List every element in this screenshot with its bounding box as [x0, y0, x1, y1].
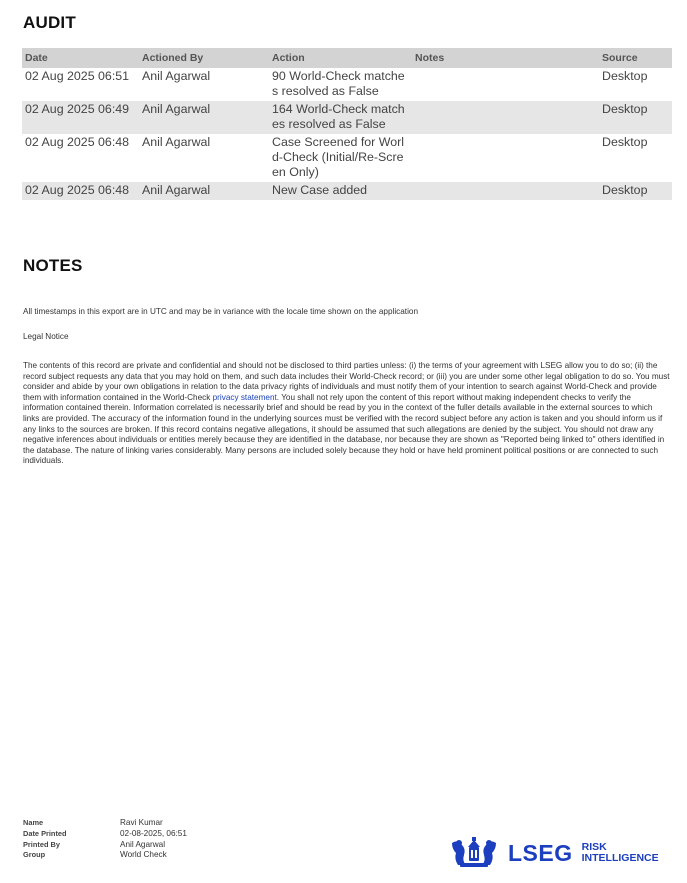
print-info-name-row	[23, 818, 187, 829]
logo-wordmark: LSEG	[508, 839, 573, 866]
cell-source: Desktop	[599, 134, 672, 182]
logo-subtitle-line-2: INTELLIGENCE	[581, 852, 659, 864]
column-header-date: Date	[22, 48, 139, 68]
cell-date: 02 Aug 2025 06:49	[22, 101, 139, 134]
table-row	[22, 182, 672, 200]
logo-subtitle-line-1: RISK	[581, 841, 607, 853]
cell-notes	[412, 134, 599, 182]
cell-source: Desktop	[599, 101, 672, 134]
date-printed-label: Date Printed	[23, 828, 67, 838]
cell-actioned-by: Anil Agarwal	[139, 134, 269, 182]
cell-actioned-by: Anil Agarwal	[139, 101, 269, 134]
notes-title: NOTES	[23, 256, 83, 275]
cell-notes	[412, 182, 599, 200]
printed-by-label: Printed By	[23, 839, 60, 849]
table-row	[22, 134, 672, 182]
table-row	[22, 101, 672, 134]
print-info-printed-by-row	[23, 840, 187, 851]
legal-notice-text	[23, 361, 671, 467]
print-info-date-row	[23, 829, 187, 840]
group-label: Group	[23, 850, 46, 860]
lseg-logo	[450, 836, 659, 870]
cell-action: New Case added	[269, 182, 412, 200]
timezone-note: All timestamps in this export are in UTC and may be in variance with the locale time shown on the application	[23, 307, 419, 316]
print-info	[23, 818, 187, 861]
cell-notes	[412, 68, 599, 101]
print-info-group-row	[23, 850, 187, 861]
cell-action: Case Screened for World-Check (Initial/Re-Screen Only)	[269, 134, 412, 182]
privacy-statement-link[interactable]: privacy statement	[212, 392, 277, 402]
legal-text-part-2: . You shall not rely upon the content of this report without making independent checks to verify the information contained therein. Information correlated is necessarily brief and should be read by you in the context of the fuller details available in the external sources to which links are provided. The accuracy of the information found in the underlying sources must be verified with the record subject before any action is taken and you should inform us if any links to the sources are broken. If this record contains negative allegations, it should be assumed that such allegations are denied by the subject. You should not draw any negative inferences about individuals or entities merely because they are identified in the database, nor because they are shown as "Reported being linked to" others identified in the database. The nature of linking varies considerably. Many persons are included solely because they hold or have held prominent political positions or are connected to such individuals.	[23, 392, 665, 466]
cell-source: Desktop	[599, 68, 672, 101]
name-label: Name	[23, 818, 44, 827]
table-row	[22, 68, 672, 101]
printed-by-value: Anil Agarwal	[120, 839, 166, 849]
legal-notice-heading: Legal Notice	[23, 332, 69, 341]
cell-source: Desktop	[599, 182, 672, 200]
column-header-source: Source	[599, 48, 672, 68]
cell-actioned-by: Anil Agarwal	[139, 68, 269, 101]
lseg-crest-icon	[450, 837, 498, 869]
cell-actioned-by: Anil Agarwal	[139, 182, 269, 200]
audit-title: AUDIT	[23, 13, 76, 32]
name-value: Ravi Kumar	[120, 818, 163, 827]
cell-action: 164 World-Check matches resolved as False	[269, 101, 412, 134]
cell-action: 90 World-Check matches resolved as False	[269, 68, 412, 101]
group-value: World Check	[120, 850, 167, 860]
column-header-actioned-by: Actioned By	[139, 48, 269, 68]
date-printed-value: 02-08-2025, 06:51	[120, 828, 187, 838]
column-header-notes: Notes	[412, 48, 599, 68]
column-header-action: Action	[269, 48, 412, 68]
audit-table	[22, 48, 672, 200]
cell-date: 02 Aug 2025 06:48	[22, 182, 139, 200]
legal-text-part-1: The contents of this record are private and confidential and should not be disclosed to third parties unless: (i) the terms of your agreement with LSEG allow you to do so; (ii) the record subject requests any data that you may hold on them, and such data includes their World-Check record; or (iii) you are under some other legal obligation to do so. You must consider and abide by your own obligations in relation to the data privacy rights of individuals and must notify them of your intention to search against World-Check and provide them with information contained in the World-Check	[23, 361, 670, 402]
logo-subtitle	[582, 842, 659, 864]
audit-header-row	[22, 48, 672, 68]
cell-notes	[412, 101, 599, 134]
cell-date: 02 Aug 2025 06:48	[22, 134, 139, 182]
cell-date: 02 Aug 2025 06:51	[22, 68, 139, 101]
